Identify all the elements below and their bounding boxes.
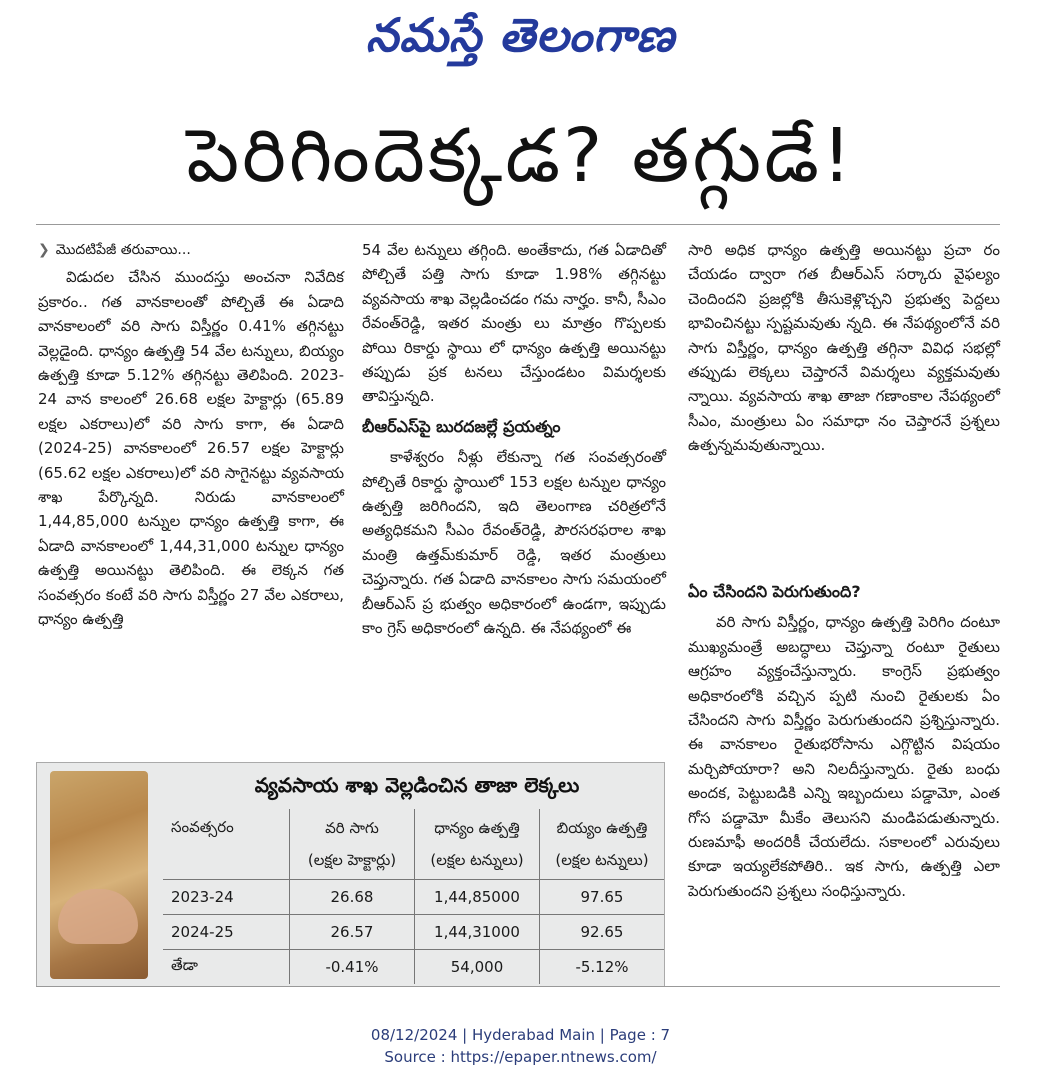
footer — [0, 1024, 1041, 1068]
rice-grain-photo — [50, 771, 148, 979]
paragraph: సారి అధిక ధాన్యం ఉత్పత్తి అయినట్టు ప్రచా రం చేయడం ద్వారా గత బీఆర్‌ఎస్ సర్కారు వైఫల్యం చెందిందని ప్రజల్లోకి తీసుకెళ్లొచ్చని ప్రభుత్వ పెద్దలు భావించినట్టు స్పష్టమవుతు న్నది. ఈ నేపథ్యంలోనే వరి సాగు విస్తీర్ణం, ధాన్యం ఉత్పత్తి తగ్గినా వివిధ సభల్లో తప్పుడు లెక్కలు చెప్తారనే విమర్శలు వ్యక్తమవుతు న్నాయి. వ్యవసాయ శాఖ తాజా గణాంకాల నేపథ్యంలో సీఎం, మంత్రులు ఏం సమాధా నం చెప్తారనే ప్రశ్నలు ఉత్పన్నమవుతున్నాయి. — [688, 241, 1000, 455]
stats-box — [36, 762, 665, 987]
column-header: బియ్యం ఉత్పత్తి (లక్షల టన్నులు) — [540, 809, 665, 880]
table-cell: 92.65 — [540, 915, 665, 950]
table-cell: 2024-25 — [163, 915, 290, 950]
masthead-logo: నమస్తే తెలంగాణ — [365, 8, 676, 62]
table-cell: 26.57 — [290, 915, 415, 950]
paragraph: వరి సాగు విస్తీర్ణం, ధాన్యం ఉత్పత్తి పెరిగిం దంటూ ముఖ్యమంత్రే అబద్ధాలు చెప్తున్నా రంటూ రైతులు ఆగ్రహం వ్యక్తంచేస్తున్నారు. కాంగ్రెస్ ప్రభుత్వం అధికారంలోకి వచ్చిన ప్పటి నుంచి రైతులకు ఏం చేసిందని సాగు విస్తీర్ణం పెరుగుతుందని ప్రశ్నిస్తున్నారు. ఈ వానకాలం రైతుభరోసాను ఎగ్గొట్టిన విషయం మర్చిపోయారా? అని నిలదీస్తున్నారు. రైతు బంధు అందక, పెట్టుబడికి ఎన్ని ఇబ్బందులు పడ్డామో, ఎంత గోస పడ్డామో మీకేం తెలుసని మండిపడుతున్నారు. రుణమాఫీ అందరికీ చేయలేదు. సకాలంలో ఎరువులు కూడా ఇయ్యలేకపోతిరి.. ఇక సాగు, ఉత్పత్తి ఎలా పెరుగుతుందని ప్రశ్నలు సంధిస్తున్నారు. — [688, 613, 1000, 900]
footer-source-link[interactable]: Source : https://epaper.ntnews.com/ — [384, 1048, 657, 1066]
kicker-text: మొదటిపేజీ తరువాయి... — [55, 242, 191, 258]
footer-edition-info: 08/12/2024 | Hyderabad Main | Page : 7 — [370, 1026, 671, 1044]
article-column-2 — [362, 238, 666, 641]
subheading: బీఆర్‌ఎస్‌పై బురదజల్లే ప్రయత్నం — [362, 416, 561, 436]
table-cell: 2023-24 — [163, 880, 290, 915]
paragraph: విడుదల చేసిన ముందస్తు అంచనా నివేదిక ప్రకారం.. గత వానకాలంతో పోల్చితే ఈ ఏడాది వానకాలంలో వరి సాగు విస్తీర్ణం 0.41% తగ్గినట్టు వెల్లడైంది. ధాన్యం ఉత్పత్తి 54 వేల టన్నులు, బియ్యం ఉత్పత్తి కూడా 5.12% తగ్గినట్టు తెలిపింది. 2023-24 వాన కాలంలో 26.68 లక్షల హెక్టార్లు (65.89 లక్షల ఎకరాలు)లో వరి సాగు కాగా, ఈ ఏడాది (2024-25) వానకాలంలో 26.57 లక్షల హెక్టార్లు (65.62 లక్షల ఎకరాలు)లో వరి సాగైనట్టు వ్యవసాయ శాఖ పేర్కొన్నది. నిరుడు వానకాలంలో 1,44,85,000 టన్నుల ధాన్యం ఉత్పత్తి కాగా, ఈ ఏడాది వానకాలంలో 1,44,31,000 టన్నుల ధాన్యం ఉత్పత్తి అయినట్టు తెలిపింది. ఈ లెక్కన గత సంవత్సరం కంటే వరి సాగు విస్తీర్ణం 27 వేల ఎకరాలు, ధాన్యం ఉత్పత్తి — [38, 268, 344, 629]
headline: పెరిగిందెక్కడ? తగ్గుడే! — [186, 113, 855, 199]
continuation-kicker — [38, 238, 344, 262]
table-header-row — [163, 809, 664, 880]
article-column-1 — [38, 238, 344, 632]
table-cell: 1,44,85000 — [415, 880, 540, 915]
paragraph: 54 వేల టన్నులు తగ్గింది. అంతేకాదు, గత ఏడాదితో పోల్చితే పత్తి సాగు కూడా 1.98% తగ్గినట్టు వ్యవసాయ శాఖ వెల్లడించడం గమ నార్హం. కానీ, సీఎం రేవంత్‌రెడ్డి, ఇతర మంత్రు లు మాత్రం గొప్పలకు పోయి రికార్డు స్థాయి లో ధాన్యం ఉత్పత్తి అయినట్టు తప్పుడు ప్రక టనలు చేస్తుండటం విమర్శలకు తావిస్తున్నది. — [362, 241, 666, 406]
column-header: ధాన్యం ఉత్పత్తి (లక్షల టన్నులు) — [415, 809, 540, 880]
divider — [36, 224, 1000, 225]
table-cell: 97.65 — [540, 880, 665, 915]
table-cell: -0.41% — [290, 950, 415, 985]
table-row — [163, 915, 664, 950]
table-row — [163, 880, 664, 915]
divider — [36, 986, 1000, 987]
table-cell: -5.12% — [540, 950, 665, 985]
stats-table — [163, 809, 664, 984]
subheading: ఏం చేసిందని పెరుగుతుంది? — [688, 582, 861, 601]
article-column-3 — [688, 238, 1000, 458]
article-column-4 — [688, 574, 1000, 903]
chevron-right-icon: ❯ — [38, 242, 50, 258]
table-cell: 26.68 — [290, 880, 415, 915]
table-cell: 54,000 — [415, 950, 540, 985]
table-row — [163, 950, 664, 985]
column-header: సంవత్సరం — [163, 809, 290, 880]
table-cell: 1,44,31000 — [415, 915, 540, 950]
column-header: వరి సాగు (లక్షల హెక్టార్లు) — [290, 809, 415, 880]
stats-box-title: వ్యవసాయ శాఖ వెల్లడించిన తాజా లెక్కలు — [254, 773, 580, 797]
table-cell: తేడా — [163, 950, 290, 985]
paragraph: కాళేశ్వరం నీళ్లు లేకున్నా గత సంవత్సరంతో పోల్చితే రికార్డు స్థాయిలో 153 లక్షల టన్నుల ధాన్యం ఉత్పత్తి జరిగిందని, ఇది తెలంగాణ చరిత్రలోనే అత్యధికమని సీఎం రేవంత్‌రెడ్డి, పౌరసరఫరాల శాఖ మంత్రి ఉత్తమ్‌కుమార్ రెడ్డి, ఇతర మంత్రులు చెప్తున్నారు. గత ఏడాది వానకాలం సాగు సమయంలో బీఆర్‌ఎస్ ప్ర భుత్వం అధికారంలో ఉండగా, ఇప్పుడు కాం గ్రెస్ అధికారంలో ఉన్నది. ఈ నేపథ్యంలో ఈ — [362, 448, 666, 638]
